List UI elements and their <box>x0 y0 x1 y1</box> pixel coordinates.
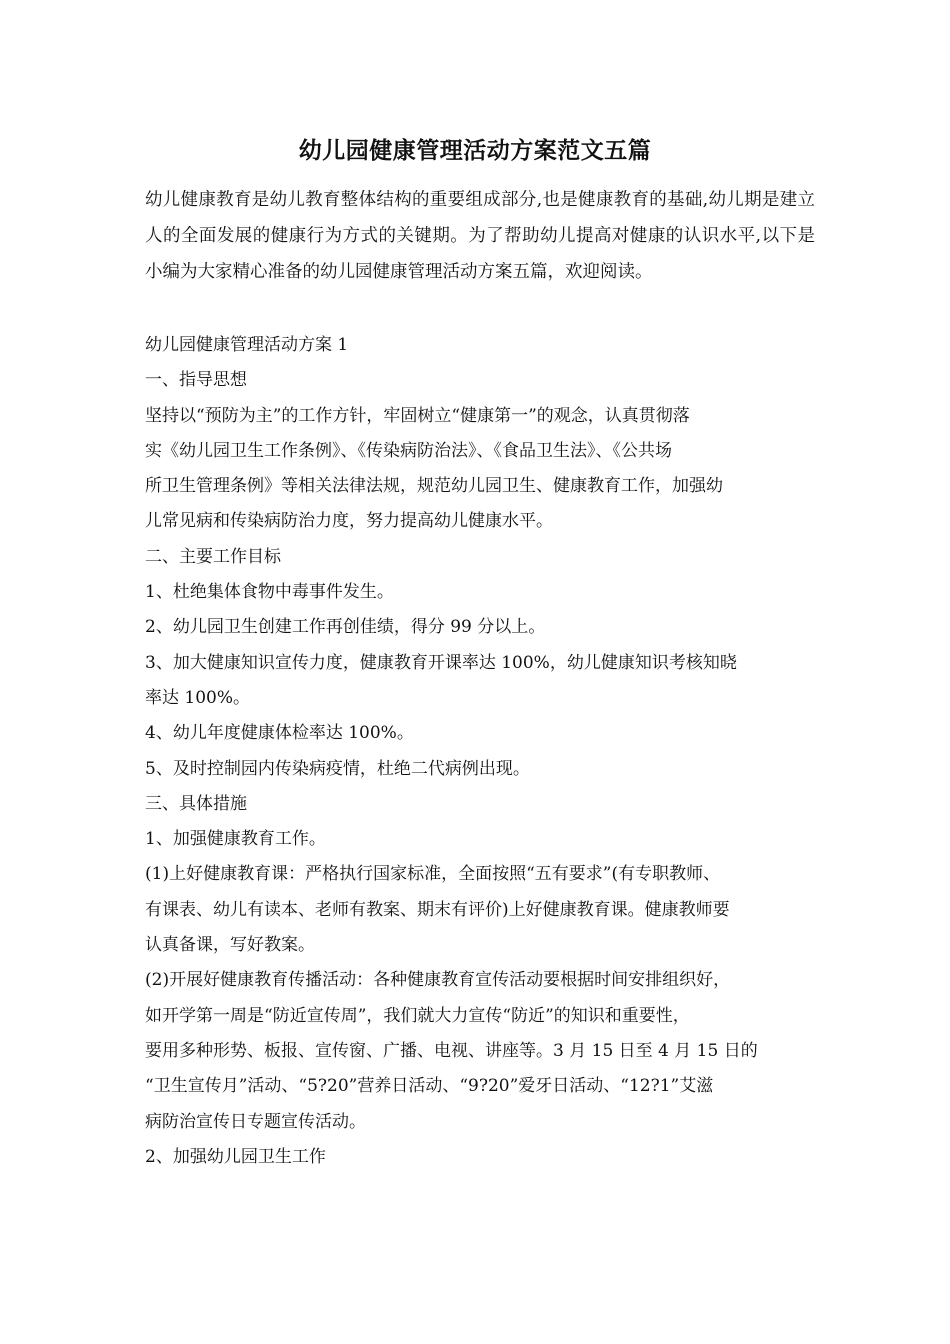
list-item: 5、及时控制园内传染病疫情，杜绝二代病例出现。 <box>145 758 530 779</box>
document-body <box>145 328 815 1175</box>
intro-paragraph: 幼儿健康教育是幼儿教育整体结构的重要组成部分,也是健康教育的基础,幼儿期是建立人的全面发展的健康行为方式的关键期。为了帮助幼儿提高对健康的认识水平,以下是小编为大家精心准备的幼儿园健康管理活动方案五篇，欢迎阅读。 <box>145 190 815 282</box>
subheading: 一、指导思想 <box>145 370 247 391</box>
text-line: 认真备课，写好教案。 <box>145 935 315 956</box>
text-line: (2)开展好健康教育传播活动：各种健康教育宣传活动要根据时间安排组织好， <box>145 970 731 991</box>
text-line: (1)上好健康教育课：严格执行国家标准，全面按照“五有要求”(有专职教师、 <box>145 864 721 885</box>
text-line: 坚持以“预防为主”的工作方针，牢固树立“健康第一”的观念，认真贯彻落 <box>145 405 690 426</box>
text-line: 所卫生管理条例》等相关法律法规，规范幼儿园卫生、健康教育工作，加强幼 <box>145 476 723 497</box>
list-item: 2、加强幼儿园卫生工作 <box>145 1146 326 1167</box>
text-line: 儿常见病和传染病防治力度，努力提高幼儿健康水平。 <box>145 511 553 532</box>
subheading: 三、具体措施 <box>145 793 247 814</box>
text-line: 率达 100%。 <box>145 687 251 708</box>
text-line: “卫生宣传月”活动、“5?20”营养日活动、“9?20”爱牙日活动、“12?1”艾滋 <box>145 1076 714 1097</box>
subheading: 二、主要工作目标 <box>145 546 281 567</box>
list-item: 1、加强健康教育工作。 <box>145 829 326 850</box>
text-line: 实《幼儿园卫生工作条例》、《传染病防治法》、《食品卫生法》、《公共场 <box>145 440 672 461</box>
list-item: 3、加大健康知识宣传力度，健康教育开课率达 100%，幼儿健康知识考核知晓 <box>145 652 737 673</box>
list-item: 1、杜绝集体食物中毒事件发生。 <box>145 582 394 603</box>
section-heading: 幼儿园健康管理活动方案 1 <box>145 335 349 355</box>
document-title: 幼儿园健康管理活动方案范文五篇 <box>298 138 652 164</box>
text-line: 如开学第一周是“防近宣传周”，我们就大力宣传“防近”的知识和重要性， <box>145 1005 690 1026</box>
list-item: 4、幼儿年度健康体检率达 100%。 <box>145 723 414 744</box>
text-line: 病防治宣传日专题宣传活动。 <box>145 1111 366 1132</box>
list-item: 2、幼儿园卫生创建工作再创佳绩，得分 99 分以上。 <box>145 617 546 638</box>
text-line: 要用多种形势、板报、宣传窗、广播、电视、讲座等。3 月 15 日至 4 月 15 日的 <box>145 1040 758 1061</box>
text-line: 有课表、幼儿有读本、老师有教案、期末有评价)上好健康教育课。健康教师要 <box>145 899 730 920</box>
